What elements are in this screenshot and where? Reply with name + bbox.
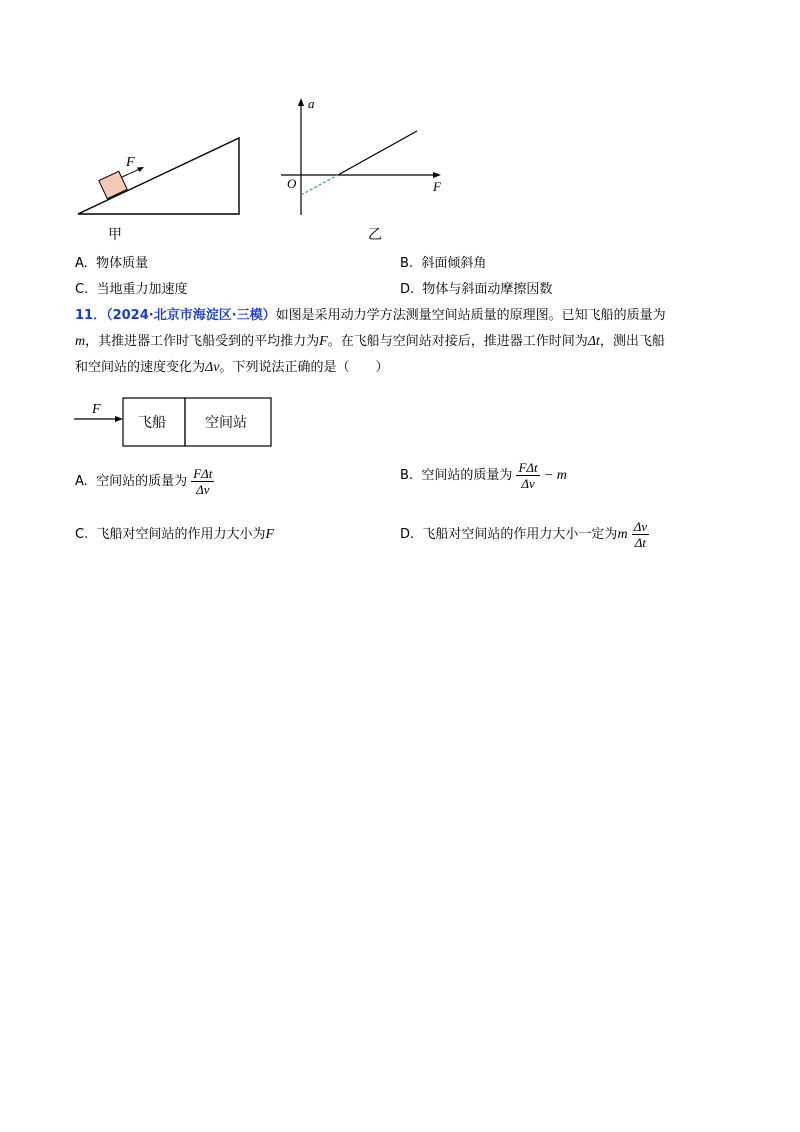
option-text: 当地重力加速度 <box>96 282 188 297</box>
option-letter: A. <box>75 256 88 271</box>
stem-text: 和空间站的速度变化为 <box>75 360 206 375</box>
force-label: F <box>126 155 135 170</box>
option-letter: A. <box>75 474 88 489</box>
q11-option-d <box>400 515 649 555</box>
denominator: Δv <box>196 482 210 497</box>
thrust-label: F <box>92 402 101 417</box>
thrust-arrowhead <box>115 416 123 422</box>
option-text: 空间站的质量为 <box>96 474 188 489</box>
q11-stem-line-2 <box>75 332 665 352</box>
mass-symbol: m <box>617 527 628 542</box>
numerator: Δv <box>633 519 648 534</box>
x-axis-arrowhead <box>433 172 441 178</box>
delta-t-symbol: Δt <box>587 334 600 349</box>
force-symbol: F <box>265 527 275 542</box>
stem-text: ，其推进器工作时飞船受到的平均推力为 <box>85 334 320 349</box>
minus-m: − m <box>543 468 567 483</box>
denominator: Δt <box>634 535 647 550</box>
y-axis-label: a <box>308 96 315 111</box>
q11-option-b <box>400 456 567 496</box>
fraction <box>632 519 649 550</box>
option-text: 飞船对空间站的作用力大小一定为 <box>422 527 618 542</box>
force-symbol: F <box>319 334 328 349</box>
stem-text: 。在飞船与空间站对接后，推进器工作时间为 <box>327 334 588 349</box>
incline-triangle <box>78 138 239 214</box>
option-text: 物体质量 <box>96 256 149 271</box>
station-label: 空间站 <box>205 415 247 431</box>
graph-extension-dashed <box>301 175 338 195</box>
numerator: FΔt <box>518 460 538 475</box>
q11-stem-line-3 <box>75 358 388 378</box>
option-letter: C. <box>75 527 89 542</box>
q11-stem-line-1 <box>75 306 666 326</box>
question-number: 11． <box>75 308 107 323</box>
x-axis-label: F <box>433 179 441 194</box>
origin-label: O <box>287 176 297 191</box>
q10-option-b <box>400 254 486 274</box>
caption-jia: 甲 <box>108 227 122 243</box>
q10-option-c <box>75 280 188 300</box>
option-text: 斜面倾斜角 <box>421 256 487 271</box>
denominator: Δv <box>521 476 535 491</box>
ship-label: 飞船 <box>138 415 166 431</box>
numerator: FΔt <box>193 466 213 481</box>
stem-text: 。下列说法正确的是（ ） <box>219 360 389 375</box>
figure-a-F-graph <box>275 95 450 225</box>
delta-v-symbol: Δv <box>205 360 220 375</box>
option-text: 空间站的质量为 <box>421 468 513 483</box>
option-letter: D. <box>400 282 415 297</box>
figure-ship-station <box>72 396 282 450</box>
stem-text: ，测出飞船 <box>599 334 665 349</box>
option-text: 飞船对空间站的作用力大小为 <box>96 527 266 542</box>
option-text: 物体与斜面动摩擦因数 <box>422 282 553 297</box>
option-letter: D. <box>400 527 415 542</box>
fraction <box>191 466 214 497</box>
q11-option-c <box>75 525 274 545</box>
question-source: （2024·北京市海淀区·三模） <box>106 308 276 323</box>
caption-yi: 乙 <box>368 227 382 243</box>
graph-line <box>338 131 417 175</box>
mass-symbol: m <box>75 334 86 349</box>
figure-incline <box>70 128 250 223</box>
option-letter: C. <box>75 282 89 297</box>
block <box>99 171 127 198</box>
q11-option-a <box>75 462 214 502</box>
q10-option-a <box>75 254 148 274</box>
option-letter: B. <box>400 256 414 271</box>
q10-option-d <box>400 280 552 300</box>
y-axis-arrowhead <box>298 98 304 106</box>
fraction <box>516 460 539 491</box>
option-letter: B. <box>400 468 414 483</box>
stem-text: 如图是采用动力学方法测量空间站质量的原理图。已知飞船的质量为 <box>275 308 666 323</box>
